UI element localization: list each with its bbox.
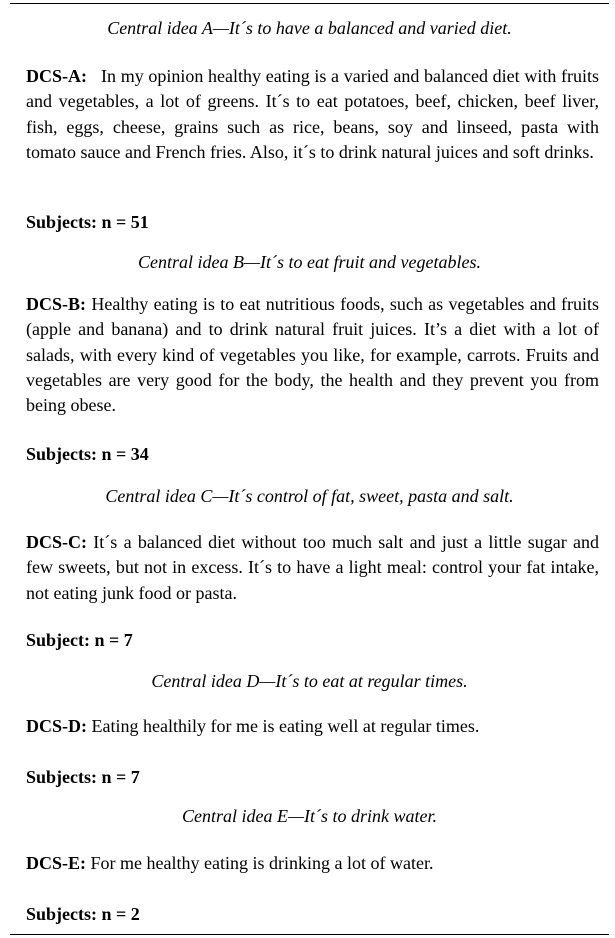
dcs-a-text: In my opinion healthy eating is a varied and balanced diet with fruits and vegetables, a lot of greens. It´s to eat potatoes, beef, chicken, beef liver, fish, eggs, cheese, grains such as rice, beans, soy and linseed, pasta with tomato sauce and French fries. Also, it´s to drink natural juices and soft drinks. bbox=[26, 66, 599, 162]
dcs-b-text: Healthy eating is to eat nutritious foods, such as vegetables and fruits (apple and banana) and to drink natural fruit juices. It’s a diet with a lot of salads, with every kind of vegetables you like, for example, carrots. Fruits and vegetables are very good for the body, the health and they prevent you from being obese. bbox=[26, 294, 600, 416]
dcs-e-paragraph bbox=[26, 851, 599, 876]
subjects-d: Subjects: n = 7 bbox=[26, 767, 140, 787]
central-idea-d: Central idea D—It´s to eat at regular times. bbox=[151, 671, 468, 691]
dcs-a-paragraph bbox=[26, 64, 599, 165]
dcs-c-paragraph bbox=[26, 530, 599, 606]
central-idea-c: Central idea C—It´s control of fat, sweet, pasta and salt. bbox=[105, 486, 514, 506]
subjects-a: Subjects: n = 51 bbox=[26, 212, 149, 232]
bottom-rule bbox=[10, 934, 609, 935]
subjects-e: Subjects: n = 2 bbox=[26, 904, 140, 924]
dcs-d-paragraph bbox=[26, 714, 599, 739]
central-idea-a: Central idea A—It´s to have a balanced and varied diet. bbox=[107, 18, 512, 38]
dcs-b-label: DCS-B: bbox=[26, 294, 87, 314]
subjects-c: Subject: n = 7 bbox=[26, 630, 133, 650]
subjects-b: Subjects: n = 34 bbox=[26, 444, 149, 464]
central-idea-b: Central idea B—It´s to eat fruit and vegetables. bbox=[138, 252, 481, 272]
dcs-d-text: Eating healthily for me is eating well at regular times. bbox=[91, 716, 480, 736]
dcs-b-paragraph bbox=[26, 292, 599, 418]
dcs-a-label: DCS-A: bbox=[26, 66, 87, 86]
central-idea-e: Central idea E—It´s to drink water. bbox=[182, 806, 437, 826]
dcs-c-label: DCS-C: bbox=[26, 532, 87, 552]
dcs-c-text: It´s a balanced diet without too much salt and just a little sugar and few sweets, but not in excess. It´s to have a light meal: control your fat intake, not eating junk food or pasta. bbox=[26, 532, 599, 603]
dcs-d-label: DCS-D: bbox=[26, 716, 87, 736]
dcs-e-text: For me healthy eating is drinking a lot of water. bbox=[90, 853, 434, 873]
top-rule bbox=[10, 3, 609, 4]
dcs-e-label: DCS-E: bbox=[26, 853, 87, 873]
